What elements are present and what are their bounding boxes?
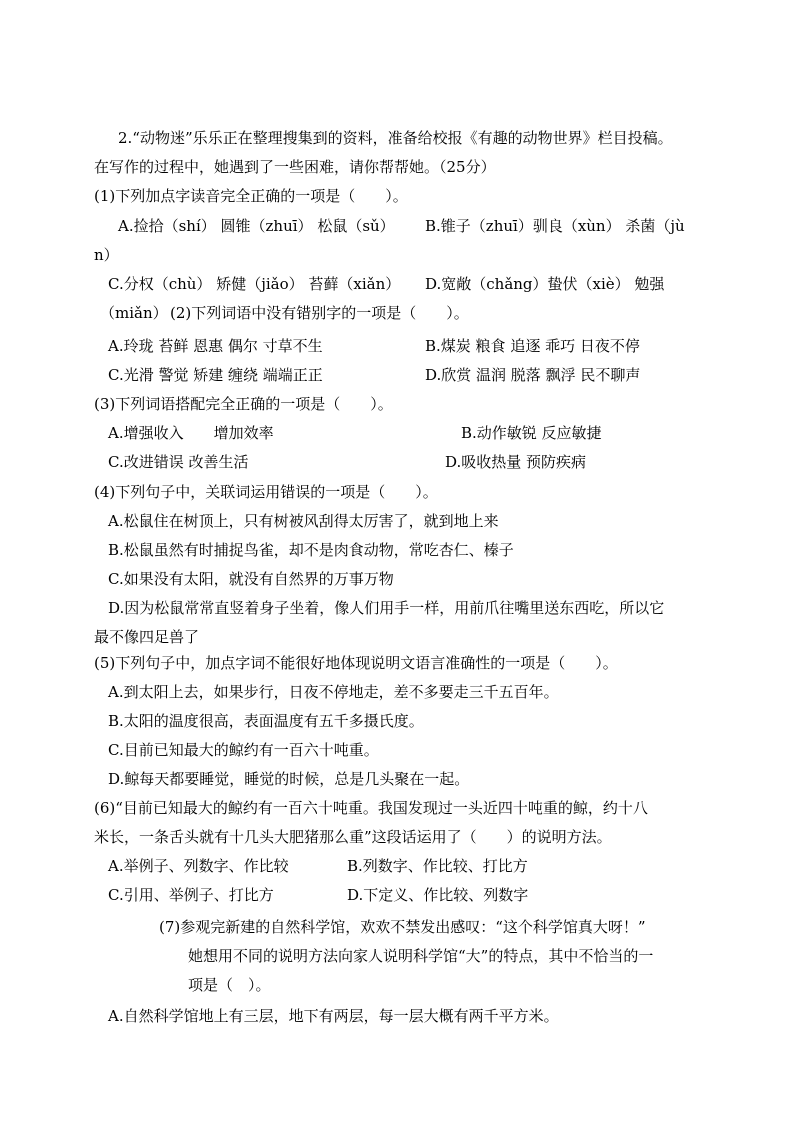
q7-option-a: A.自然科学馆地上有三层，地下有两层，每一层大概有两千平方米。: [108, 1007, 559, 1025]
q1-option-c: C.分权（chù） 矫健（jiǎo） 苔藓（xiǎn）: [108, 275, 401, 293]
q1-stem: (1)下列加点字读音完全正确的一项是（ ）。: [94, 187, 408, 205]
q6-option-b: B.列数字、作比较、打比方: [347, 857, 528, 875]
q6-stem-line2: 米长，一条舌头就有十几头大肥猪那么重”这段话运用了（ ）的说明方法。: [94, 828, 612, 846]
q7-stem-line1: (7)参观完新建的自然科学馆，欢欢不禁发出感叹：“这个科学馆真大呀！”: [159, 918, 646, 936]
question-intro-line1: 2.“动物迷”乐乐正在整理搜集到的资料，准备给校报《有趣的动物世界》栏目投稿。: [118, 129, 673, 147]
q2-option-a: A.玲珑 苔鲜 恩惠 偶尔 寸草不生: [108, 337, 323, 355]
q5-option-d: D.鲸每天都要睡觉，睡觉的时候，总是几头聚在一起。: [108, 770, 470, 788]
q4-option-d-cont: 最不像四足兽了: [94, 628, 200, 646]
q4-option-b: B.松鼠虽然有时捕捉鸟雀，却不是肉食动物，常吃杏仁、榛子: [108, 541, 514, 559]
q3-option-a: A.增强收入 增加效率: [108, 424, 274, 442]
q5-option-c: C.目前已知最大的鲸约有一百六十吨重。: [108, 741, 379, 759]
q4-stem: (4)下列句子中，关联词运用错误的一项是（ ）。: [94, 483, 438, 501]
q2-option-c: C.光滑 警觉 矫建 缠绕 端端正正: [108, 366, 323, 384]
q2-stem: (2)下列词语中没有错别字的一项是（ ）。: [170, 304, 469, 322]
q6-option-a: A.举例子、列数字、作比较: [108, 857, 289, 875]
q3-option-d: D.吸收热量 预防疾病: [445, 453, 587, 471]
q1-option-b-cont: n）: [94, 246, 119, 264]
q2-option-d: D.欣赏 温润 脱落 飘浮 民不聊声: [425, 366, 641, 384]
q1-option-d: D.宽敞（chǎng）蛰伏（xiè） 勉强: [425, 275, 665, 293]
q6-option-d: D.下定义、作比较、列数字: [347, 886, 529, 904]
q3-option-b: B.动作敏锐 反应敏捷: [461, 424, 602, 442]
q6-stem-line1: (6)“目前已知最大的鲸约有一百六十吨重。我国发现过一头近四十吨重的鲸，约十八: [94, 799, 648, 817]
q4-option-d: D.因为松鼠常常直竖着身子坐着，像人们用手一样，用前爪往嘴里送东西吃，所以它: [108, 599, 665, 617]
q3-option-c: C.改进错误 改善生活: [108, 453, 249, 471]
q4-option-a: A.松鼠住在树顶上，只有树被风刮得太厉害了，就到地上来: [108, 512, 499, 530]
q7-stem-line2: 她想用不同的说明方法向家人说明科学馆“大”的特点，其中不恰当的一: [188, 947, 654, 965]
question-intro-line2: 在写作的过程中，她遇到了一些困难，请你帮帮她。（25分）: [94, 158, 496, 176]
q5-option-a: A.到太阳上去，如果步行，日夜不停地走，差不多要走三千五百年。: [108, 683, 559, 701]
q7-stem-line3: 项是（ ）。: [188, 976, 271, 994]
q3-stem: (3)下列词语搭配完全正确的一项是（ ）。: [94, 395, 393, 413]
q1-option-a: A.捡拾（shí） 圆锥（zhuī） 松鼠（sǔ）: [118, 217, 395, 235]
q4-option-c: C.如果没有太阳，就没有自然界的万事万物: [108, 570, 394, 588]
q5-option-b: B.太阳的温度很高，表面温度有五千多摄氏度。: [108, 712, 424, 730]
q6-option-c: C.引用、举例子、打比方: [108, 886, 274, 904]
q2-option-b: B.煤炭 粮食 追逐 乖巧 日夜不停: [425, 337, 640, 355]
q1-option-d-cont: （miǎn）: [100, 304, 168, 322]
q1-option-b: B.锥子（zhuī）驯良（xùn） 杀菌（jù: [425, 217, 685, 235]
q5-stem: (5)下列句子中，加点字词不能很好地体现说明文语言准确性的一项是（ ）。: [94, 654, 618, 672]
